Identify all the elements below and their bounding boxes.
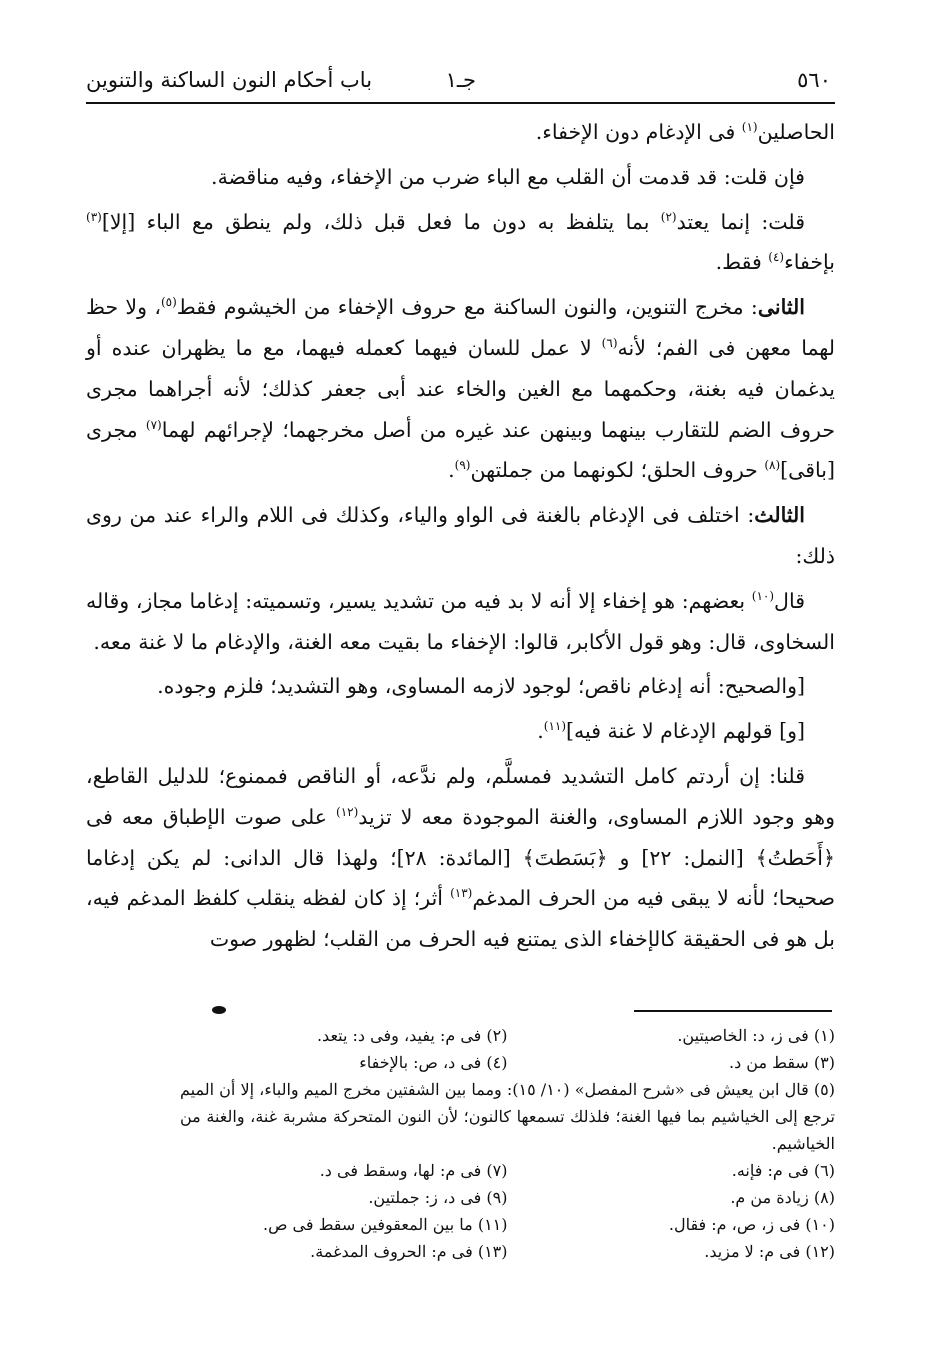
header-rule <box>86 102 835 104</box>
footnote: (١٣) فى م: الحروف المدغمة. <box>310 1242 508 1261</box>
footnote-row <box>180 1076 835 1157</box>
footnote: (٦) فى م: فإنه. <box>731 1161 835 1180</box>
footnote-ref: (١٠) <box>751 588 775 603</box>
footnote: (١٠) فى ز، ص، م: فقال. <box>668 1215 835 1234</box>
footnote-row <box>180 1211 835 1238</box>
footnote-row <box>180 1238 835 1265</box>
running-header <box>86 60 831 100</box>
section-heading: الثالث <box>754 503 805 528</box>
footnote-row <box>180 1184 835 1211</box>
page-number: ٥٦٠ <box>797 68 831 92</box>
footnote: (٢) فى م: يفيد، وفى د: يتعد. <box>316 1026 508 1045</box>
paragraph: قلت: إنما يعتد$^{(٢)}$ بما يتلفظ به دون ما فعل قبل ذلك، ولم ينطق مع الباء [إلا]$^{(٣)}$ بإخفاء$^{(٤)}$ فقط. <box>86 209 835 275</box>
paragraph: الحاصلين$^{(١)}$ فى الإدغام دون الإخفاء. <box>535 120 835 144</box>
footnote-ref: (٢) <box>660 209 677 224</box>
footnote-ref: (٣) <box>86 209 102 224</box>
footnote-row <box>180 1022 835 1049</box>
section-heading: الثانى <box>757 295 805 320</box>
footnote: (٤) فى د، ص: بالإخفاء <box>359 1053 508 1072</box>
paragraph: [والصحيح: أنه إدغام ناقص؛ لوجود لازمه المساوى، وهو التشديد؛ فلزم وجوده. <box>157 674 805 699</box>
footnote-ref: (١) <box>741 120 758 135</box>
footnote-ref: (١٢) <box>336 804 359 819</box>
footnote-ref: (٤) <box>768 250 785 265</box>
paragraph: الثالث: اختلف فى الإدغام بالغنة فى الواو والياء، وكذلك فى اللام والراء عند من روى ذلك: <box>86 503 835 568</box>
footnote-ref: (٦) <box>601 336 618 351</box>
footnote: (٣) سقط من د. <box>729 1053 835 1072</box>
footnote-ref: (٩) <box>454 458 471 473</box>
footnote-ref: (٥) <box>160 295 177 310</box>
footnote: (٥) قال ابن يعيش فى «شرح المفصل» (١٠/ ١٥): ومما بين الشفتين مخرج الميم والباء، إلا أن الميم ترجع إلى الخياشيم بما فيها الغنة؛ فلذلك تسمعها كالنون؛ لأن النون المتحركة مشربة غنة، والغنة من الخياشيم. <box>180 1080 835 1153</box>
main-text <box>86 112 835 964</box>
footnote: (١١) ما بين المعقوفين سقط فى ص. <box>262 1215 508 1234</box>
paragraph: الثانى: مخرج التنوين، والنون الساكنة مع حروف الإخفاء من الخيشوم فقط$^{(٥)}$، ولا حظ لهما معهن فى الفم؛ لأنه$^{(٦)}$ لا عمل للسان فيهما كعمله فيهما، مع ما يظهران عنده أو يدغمان فيه بغنة، وحكمهما مع الغين والخاء عند أبى جعفر كذلك؛ لأنه أجراهما مجرى حروف الضم للتقارب بينهما وبينهن عند غيره من أصل مخرجهما؛ لإجرائهم لهما$^{(٧)}$ مجرى [باقى]$^{(٨)}$ حروف الحلق؛ لكونهما من جملتهن$^{(٩)}$. <box>86 295 836 483</box>
paragraph: [و] قولهم الإدغام لا غنة فيه]$^{(١١)}$. <box>537 719 805 744</box>
footnote-row <box>180 1049 835 1076</box>
footnote: (١) فى ز، د: الخاصيتين. <box>677 1026 835 1045</box>
paragraph: فإن قلت: قد قدمت أن القلب مع الباء ضرب من الإخفاء، وفيه مناقضة. <box>211 164 805 189</box>
footnote-rule <box>634 1010 832 1012</box>
footnote: (٩) فى د، ز: جملتين. <box>368 1188 508 1207</box>
footnotes <box>180 1022 835 1265</box>
chapter-title: باب أحكام النون الساكنة والتنوين <box>86 68 373 92</box>
ink-mark <box>212 1006 226 1014</box>
footnote: (٨) زيادة من م. <box>730 1188 835 1207</box>
footnote: (٧) فى م: لها، وسقط فى د. <box>319 1161 508 1180</box>
volume-label: جـ١ <box>445 68 476 92</box>
footnote-ref: (١١) <box>543 719 567 734</box>
footnote-row <box>180 1157 835 1184</box>
footnote-ref: (٧) <box>145 417 162 432</box>
paragraph: قلنا: إن أردتم كامل التشديد فمسلَّم، ولم ندَّعه، أو الناقص فممنوع؛ للدليل القاطع، وهو وجود اللازم المساوى، والغنة الموجودة معه لا تزيد$^{(١٢)}$ على صوت الإطباق معه فى ﴿أَحَطتُ﴾ [النمل: ٢٢] و ﴿بَسَطتَ﴾ [المائدة: ٢٨]؛ ولهذا قال الدانى: لم يكن إدغاما صحيحا؛ لأنه لا يبقى فيه من الحرف المدغم$^{(١٣)}$ أثر؛ إذ كان لفظه ينقلب كلفظ المدغم فيه، بل هو فى الحقيقة كالإخفاء الذى يمتنع فيه الحرف من القلب؛ لظهور صوت <box>86 763 835 952</box>
footnote: (١٢) فى م: لا مزيد. <box>704 1242 835 1261</box>
footnote-ref: (٨) <box>764 458 781 473</box>
footnote-ref: (١٣) <box>450 886 473 901</box>
paragraph: قال$^{(١٠)}$ بعضهم: هو إخفاء إلا أنه لا بد فيه من تشديد يسير، وتسميته: إدغاما مجاز، وقاله السخاوى، قال: وهو قول الأكابر، قالوا: الإخفاء ما بقيت معه الغنة، والإدغام ما لا غنة معه. <box>86 588 835 654</box>
